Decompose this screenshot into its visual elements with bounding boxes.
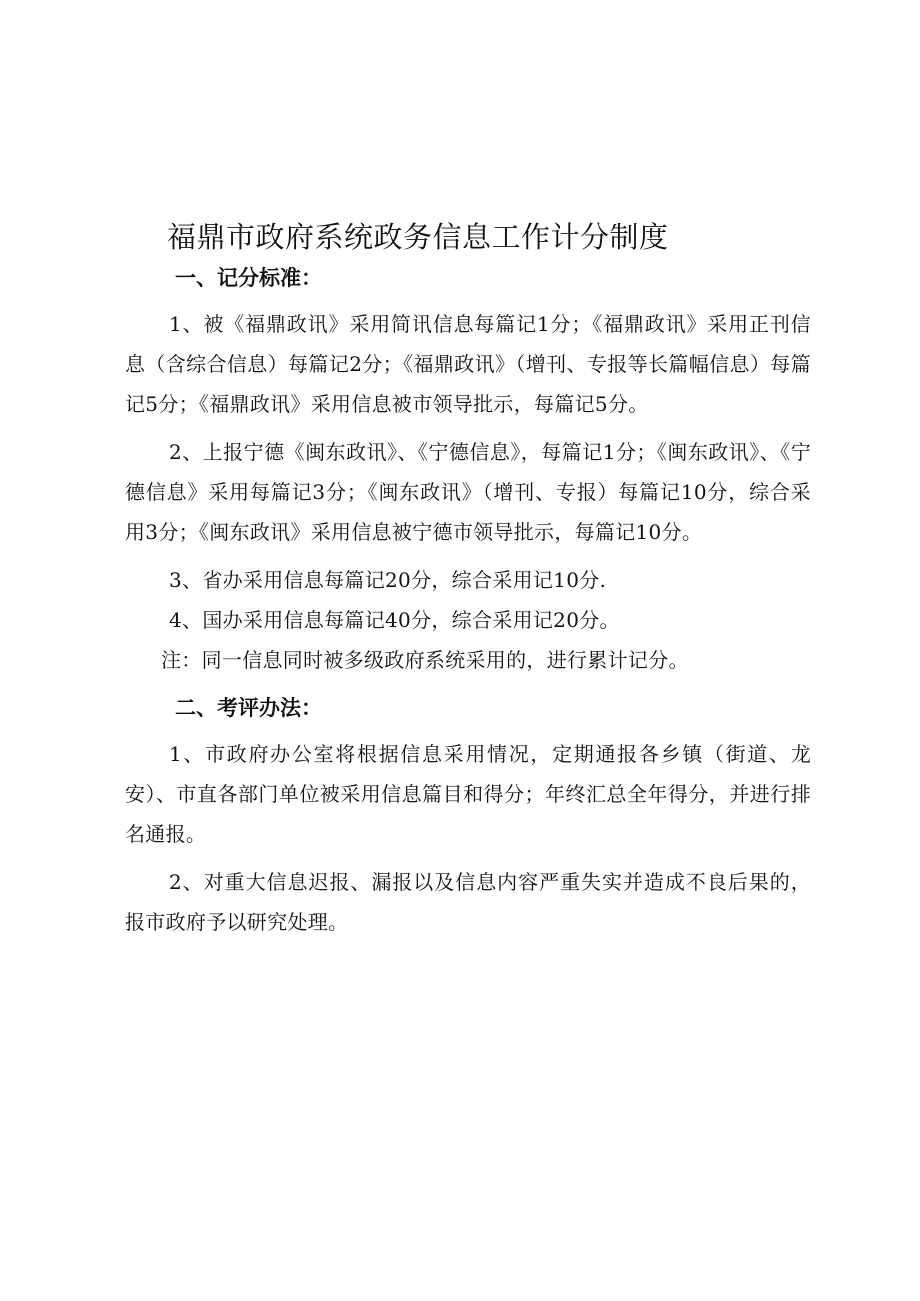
scoring-item-3: 3、省办采用信息每篇记20分，综合采用记10分. [169, 568, 607, 592]
scoring-item-4: 4、国办采用信息每篇记40分，综合采用记20分。 [169, 608, 620, 632]
document-page [125, 212, 811, 942]
scoring-item-1: 1、被《福鼎政讯》采用简讯信息每篇记1分；《福鼎政讯》采用正刊信息（含综合信息）每篇记2分；《福鼎政讯》（增刊、专报等长篇幅信息）每篇记5分；《福鼎政讯》采用信息被市领导批示，每篇记5分。 [125, 312, 811, 416]
section-heading-scoring: 一、记分标准： [175, 266, 322, 290]
evaluation-item-1: 1、市政府办公室将根据信息采用情况，定期通报各乡镇（街道、龙安）、市直各部门单位被采用信息篇目和得分；年终汇总全年得分，并进行排名通报。 [125, 742, 811, 846]
scoring-item-2: 2、上报宁德《闽东政讯》、《宁德信息》，每篇记1分；《闽东政讯》、《宁德信息》采用每篇记3分；《闽东政讯》（增刊、专报）每篇记10分，综合采用3分；《闽东政讯》采用信息被宁德市领导批示，每篇记10分。 [125, 440, 811, 544]
scoring-note: 注：同一信息同时被多级政府系统采用的，进行累计记分。 [161, 648, 689, 672]
evaluation-item-2: 2、对重大信息迟报、漏报以及信息内容严重失实并造成不良后果的，报市政府予以研究处理。 [125, 870, 811, 934]
section-heading-evaluation: 二、考评办法： [175, 696, 322, 720]
document-title: 福鼎市政府系统政务信息工作计分制度 [167, 220, 669, 254]
